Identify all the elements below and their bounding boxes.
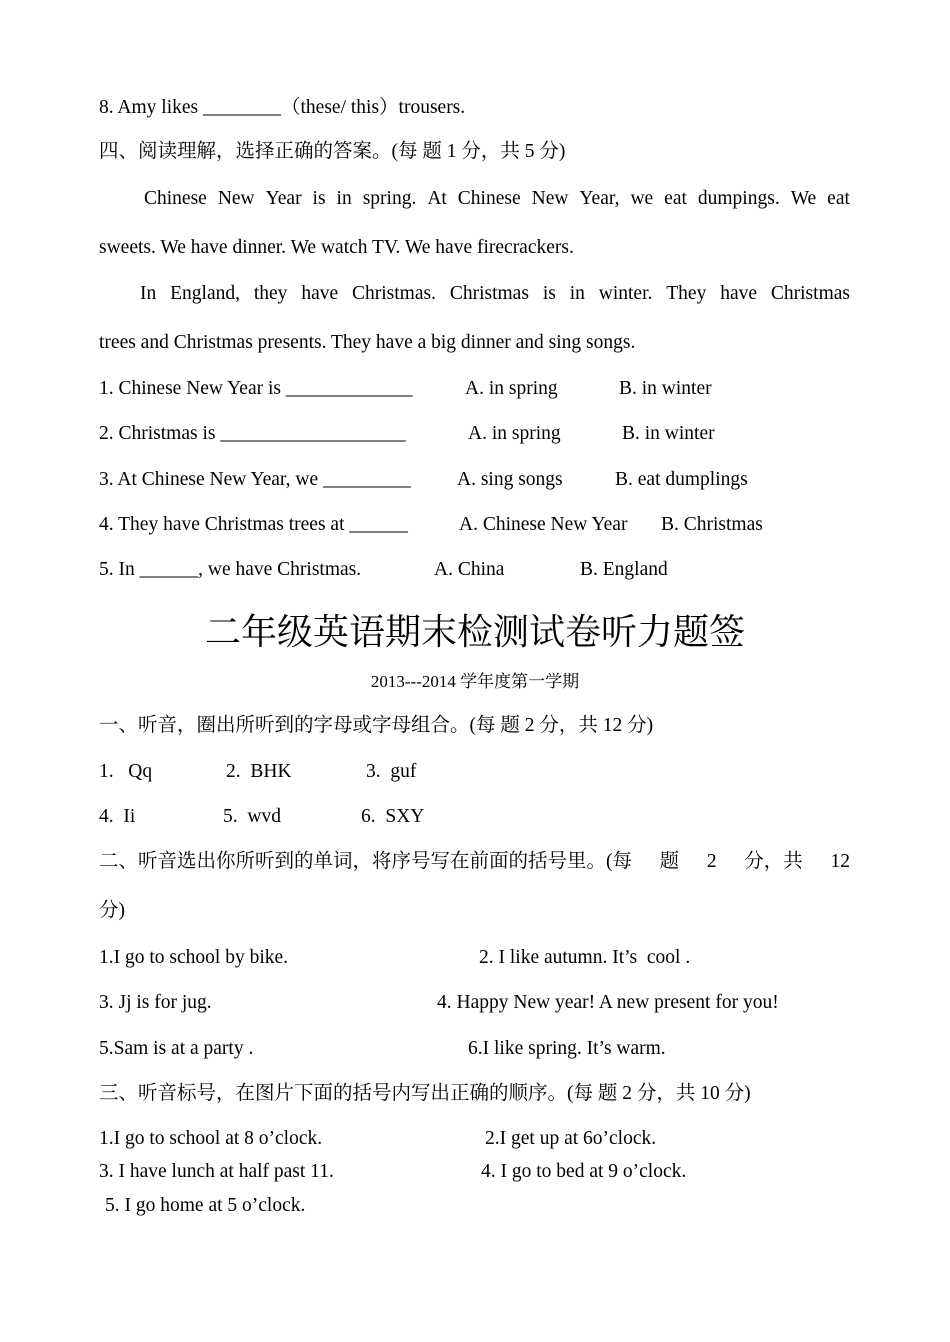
word: England, bbox=[170, 283, 240, 304]
word: is bbox=[312, 188, 326, 209]
word: they bbox=[253, 283, 288, 304]
sentence-item: 2.I get up at 6o’clock. bbox=[485, 1128, 657, 1149]
reading-question-3: 3. At Chinese New Year, we _________ bbox=[99, 469, 411, 490]
word: Chinese bbox=[457, 188, 521, 209]
letter-item: 5. wvd bbox=[223, 806, 281, 827]
letter-item: 4. Ii bbox=[99, 806, 136, 827]
reading-option-a: A. in spring bbox=[468, 423, 561, 444]
listening-section-3-heading: 三、听音标号，在图片下面的括号内写出正确的顺序。(每 题 2 分，共 10 分) bbox=[99, 1083, 751, 1104]
word: We bbox=[790, 188, 817, 209]
sentence-item: 3. I have lunch at half past 11. bbox=[99, 1161, 334, 1182]
word: have bbox=[720, 283, 758, 304]
sentence-item: 4. Happy New year! A new present for you! bbox=[437, 992, 779, 1013]
heading-part: 12 bbox=[830, 851, 850, 872]
passage-2-line-2: trees and Christmas presents. They have a big dinner and sing songs. bbox=[99, 332, 636, 353]
word: in bbox=[336, 188, 352, 209]
sentence-item: 5. I go home at 5 o’clock. bbox=[105, 1195, 306, 1216]
word: Year, bbox=[579, 188, 620, 209]
listening-title: 二年级英语期末检测试卷听力题签 bbox=[204, 612, 745, 652]
sentence-item: 1.I go to school at 8 o’clock. bbox=[99, 1128, 323, 1149]
sentence-item: 3. Jj is for jug. bbox=[99, 992, 212, 1013]
question-8: 8. Amy likes ________（these/ this）trousers. bbox=[99, 97, 466, 118]
word: In bbox=[140, 283, 157, 304]
word: eat bbox=[827, 188, 850, 209]
reading-option-a: A. China bbox=[434, 559, 505, 580]
word: we bbox=[630, 188, 654, 209]
word: Christmas bbox=[449, 283, 529, 304]
word: dumpings. bbox=[697, 188, 780, 209]
letter-item: 3. guf bbox=[366, 761, 417, 782]
reading-option-b: B. eat dumplings bbox=[615, 469, 748, 490]
passage-1-line-2: sweets. We have dinner. We watch TV. We have firecrackers. bbox=[99, 237, 574, 258]
heading-part: 2 bbox=[706, 851, 717, 872]
reading-option-a: A. Chinese New Year bbox=[459, 514, 628, 535]
word: New bbox=[531, 188, 569, 209]
passage-2-line-1 bbox=[140, 281, 850, 307]
reading-option-a: A. sing songs bbox=[457, 469, 563, 490]
word: Christmas. bbox=[352, 283, 436, 304]
word: Chinese bbox=[144, 188, 207, 209]
word: spring. bbox=[362, 188, 417, 209]
word: have bbox=[301, 283, 339, 304]
sentence-item: 4. I go to bed at 9 o’clock. bbox=[481, 1161, 687, 1182]
word: is bbox=[542, 283, 556, 304]
word: in bbox=[569, 283, 585, 304]
reading-option-b: B. in winter bbox=[622, 423, 715, 444]
reading-question-4: 4. They have Christmas trees at ______ bbox=[99, 514, 408, 535]
listening-section-2-heading bbox=[99, 849, 850, 875]
letter-item: 6. SXY bbox=[361, 806, 425, 827]
sentence-item: 5.Sam is at a party . bbox=[99, 1038, 254, 1059]
reading-question-1: 1. Chinese New Year is _____________ bbox=[99, 378, 413, 399]
listening-subtitle: 2013---2014 学年度第一学期 bbox=[370, 672, 580, 691]
listening-section-2-heading-cont: 分) bbox=[99, 900, 125, 921]
heading-part: 题 bbox=[659, 851, 680, 872]
sentence-item: 2. I like autumn. It’s cool . bbox=[479, 947, 691, 968]
word: At bbox=[427, 188, 447, 209]
letter-item: 2. BHK bbox=[226, 761, 292, 782]
reading-option-b: B. in winter bbox=[619, 378, 712, 399]
word: winter. bbox=[598, 283, 653, 304]
word: Christmas bbox=[770, 283, 850, 304]
reading-question-2: 2. Christmas is ___________________ bbox=[99, 423, 406, 444]
heading-part: 二、听音选出你所听到的单词，将序号写在前面的括号里。(每 bbox=[99, 851, 632, 872]
reading-option-a: A. in spring bbox=[465, 378, 558, 399]
listening-section-1-heading: 一、听音，圈出所听到的字母或字母组合。(每 题 2 分，共 12 分) bbox=[99, 715, 654, 736]
sentence-item: 1.I go to school by bike. bbox=[99, 947, 289, 968]
reading-question-5: 5. In ______, we have Christmas. bbox=[99, 559, 362, 580]
reading-heading: 四、阅读理解，选择正确的答案。(每 题 1 分，共 5 分) bbox=[99, 141, 566, 162]
word: They bbox=[666, 283, 707, 304]
passage-1-line-1 bbox=[144, 186, 850, 212]
reading-option-b: B. Christmas bbox=[661, 514, 763, 535]
word: New bbox=[217, 188, 255, 209]
word: eat bbox=[664, 188, 687, 209]
reading-option-b: B. England bbox=[580, 559, 668, 580]
sentence-item: 6.I like spring. It’s warm. bbox=[468, 1038, 666, 1059]
word: Year bbox=[265, 188, 302, 209]
heading-part: 分，共 bbox=[744, 851, 803, 872]
letter-item: 1. Qq bbox=[99, 761, 153, 782]
